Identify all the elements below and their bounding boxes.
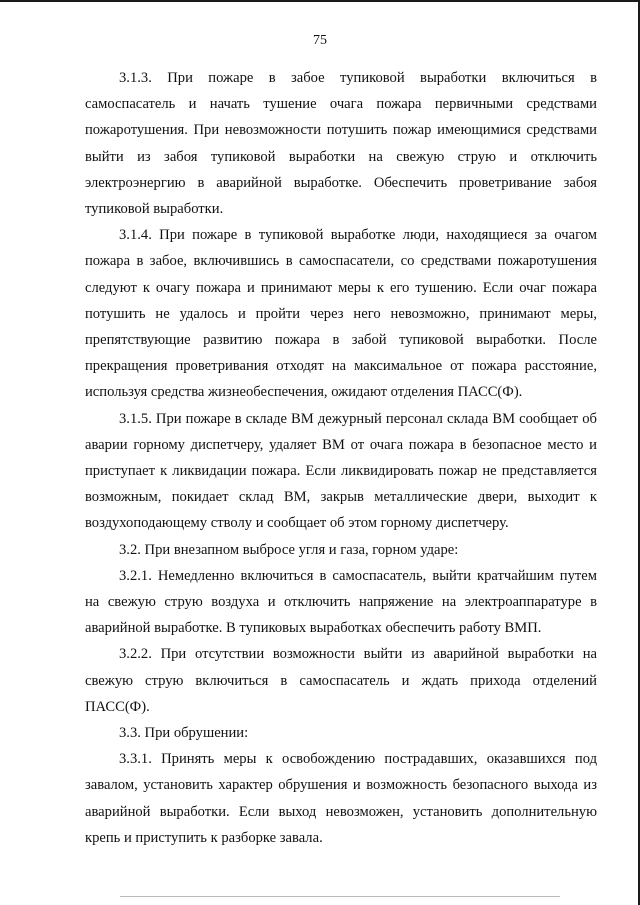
paragraph-3-2-1: 3.2.1. Немедленно включиться в самоспасатель, выйти кратчайшим путем на свежую струю воздуха и отключить напряжение на электроаппаратуре в аварийной выработке. В тупиковых выработках обеспечить работу ВМП. bbox=[85, 567, 597, 637]
page-number: 75 bbox=[313, 33, 327, 48]
scan-border-top bbox=[0, 0, 640, 2]
document-body bbox=[85, 65, 597, 851]
paragraph-3-1-4: 3.1.4. При пожаре в тупиковой выработке люди, находящиеся за очагом пожара в забое, включившись в самоспасатели, со средствами пожаротушения следуют к очагу пожара и принимают меры к его тушению. Если очаг пожара потушить не удалось и пройти через него невозможно, принимают меры, препятствующие развитию пожара в забой тупиковой выработки. После прекращения проветривания отходят на максимальное от пожара расстояние, используя средства жизнеобеспечения, ожидают отделения ПАСС(Ф). bbox=[85, 227, 597, 401]
paragraph-3-3-1: 3.3.1. Принять меры к освобождению пострадавших, оказавшихся под завалом, установить характер обрушения и возможность безопасного выхода из аварийной выработки. Если выход невозможен, установить дополнительную крепь и приступить к разборке завала. bbox=[85, 751, 597, 846]
paragraph-3-2-2: 3.2.2. При отсутствии возможности выйти из аварийной выработки на свежую струю включиться в самоспасатель и ждать прихода отделений ПАСС(Ф). bbox=[85, 646, 597, 715]
scan-bottom-line bbox=[120, 896, 560, 897]
paragraph-3-1-3: 3.1.3. При пожаре в забое тупиковой выработки включиться в самоспасатель и начать тушение очага пожара первичными средствами пожаротушения. При невозможности потушить пожар имеющимися средствами выйти из забоя тупиковой выработки на свежую струю и отключить электроэнергию в аварийной выработке. Обеспечить проветривание забоя тупиковой выработки. bbox=[85, 70, 597, 218]
paragraph-3-1-5: 3.1.5. При пожаре в складе ВМ дежурный персонал склада ВМ сообщает об аварии горному диспетчеру, удаляет ВМ от очага пожара в безопасное место и приступает к ликвидации пожара. Если ликвидировать пожар не представляется возможным, покидает склад ВМ, закрыв металлические двери, выходит к воздухоподающему стволу и сообщает об этом горному диспетчеру. bbox=[85, 410, 597, 532]
paragraph-3-2: 3.2. При внезапном выбросе угля и газа, горном ударе: bbox=[119, 541, 459, 558]
paragraph-3-3: 3.3. При обрушении: bbox=[119, 725, 249, 742]
